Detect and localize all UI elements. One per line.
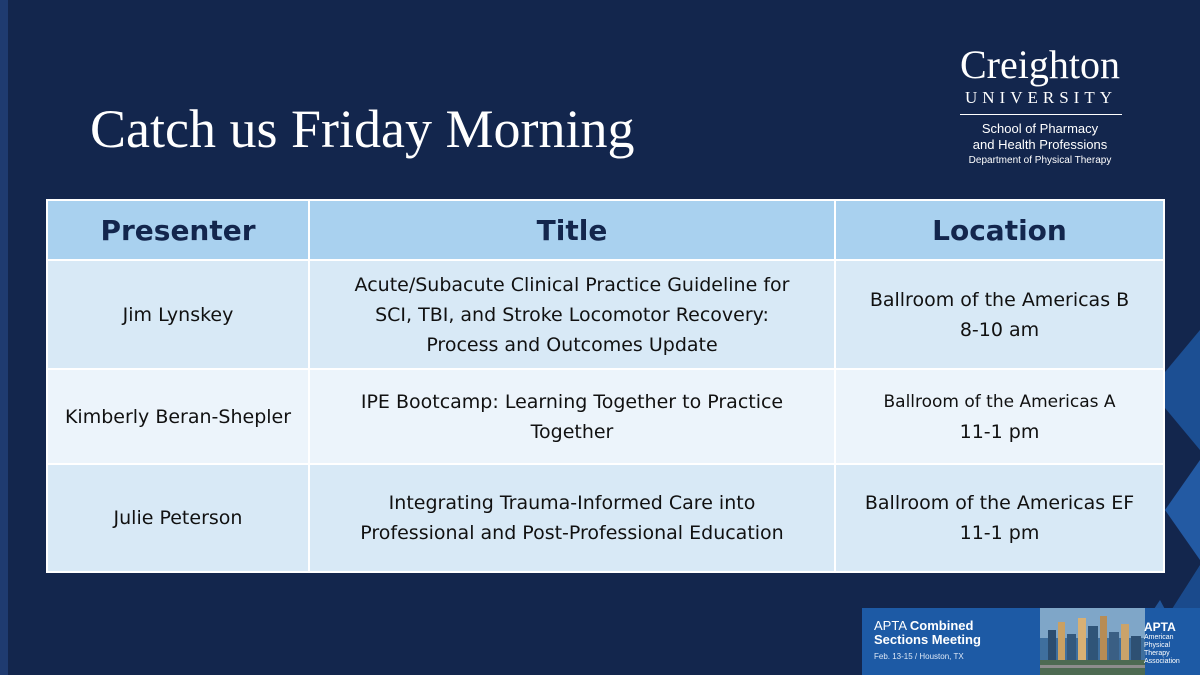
logo-department: Department of Physical Therapy (968, 155, 1112, 166)
title-line: Process and Outcomes Update (426, 333, 718, 356)
title-cell (309, 369, 835, 464)
badge-org-line: American (1144, 634, 1174, 641)
apta-logo-icon: APTA (1144, 620, 1176, 634)
presenter-cell: Julie Peterson (47, 464, 309, 572)
title-line: Integrating Trauma-Informed Care into (388, 492, 756, 514)
apta-csm-badge (862, 608, 1200, 675)
location-time: 11-1 pm (959, 522, 1040, 544)
badge-text (874, 619, 981, 664)
badge-event-word: Combined (909, 618, 974, 633)
presentation-schedule-table (46, 199, 1165, 573)
logo-school-line: and Health Professions (972, 137, 1108, 152)
creighton-logo (940, 42, 1140, 168)
column-header-presenter: Presenter (47, 200, 309, 260)
column-header-title: Title (309, 200, 835, 260)
location-cell (835, 464, 1164, 572)
badge-org-short: APTA (874, 618, 907, 633)
logo-university: UNIVERSITY (960, 88, 1122, 115)
slide-title: Catch us Friday Morning (90, 99, 635, 159)
title-line: SCI, TBI, and Stroke Locomotor Recovery: (375, 303, 769, 326)
table-row (47, 464, 1164, 572)
table-header-row (47, 200, 1164, 260)
location-cell (835, 369, 1164, 464)
table-row (47, 260, 1164, 369)
badge-event-line1 (874, 619, 981, 633)
location-room: Ballroom of the Americas B (869, 288, 1130, 311)
left-accent-strip (0, 0, 8, 675)
apta-organization-mark (1144, 620, 1196, 666)
badge-org-line: Physical Therapy (1144, 642, 1171, 657)
location-time: 11-1 pm (959, 420, 1040, 443)
badge-dates: Feb. 13-15 / Houston, TX (874, 652, 964, 661)
location-time: 8-10 am (959, 318, 1040, 341)
location-room: Ballroom of the Americas EF (864, 492, 1135, 514)
logo-school (940, 121, 1140, 153)
title-line: IPE Bootcamp: Learning Together to Practice (360, 390, 784, 413)
houston-skyline-image (1040, 608, 1145, 675)
column-header-location: Location (835, 200, 1164, 260)
location-room: Ballroom of the Americas A (883, 391, 1116, 412)
badge-event-line2: Sections Meeting (874, 632, 981, 647)
logo-name: Creighton (960, 42, 1120, 87)
title-cell (309, 260, 835, 369)
location-cell (835, 260, 1164, 369)
logo-school-line: School of Pharmacy (981, 121, 1099, 136)
title-cell (309, 464, 835, 572)
badge-org-line: Association (1144, 658, 1180, 665)
title-line: Together (530, 420, 614, 443)
table-row (47, 369, 1164, 464)
presenter-cell: Jim Lynskey (47, 260, 309, 369)
title-line: Professional and Post-Professional Education (360, 522, 784, 544)
title-line: Acute/Subacute Clinical Practice Guideline for (354, 273, 790, 296)
presenter-cell: Kimberly Beran-Shepler (47, 369, 309, 464)
